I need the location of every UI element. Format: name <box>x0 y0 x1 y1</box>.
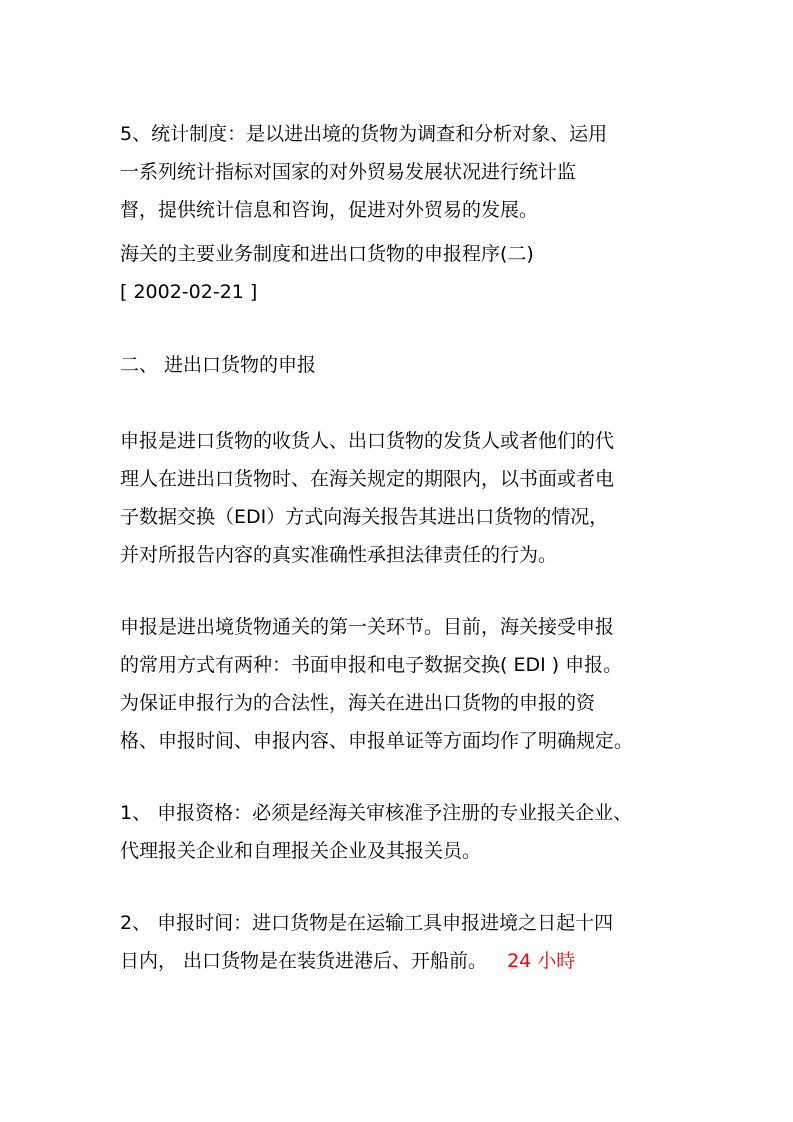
text-line: 1、 申报资格：必须是经海关审核准予注册的专业报关企业、 <box>120 802 633 824</box>
article-title <box>120 235 680 311</box>
paragraph-declaration-definition <box>120 422 680 574</box>
paragraph-declaration-time <box>120 904 680 980</box>
text-line: 理人在进出口货物时、在海关规定的期限内，以书面或者电 <box>120 468 615 490</box>
text-line: 申报是进口货物的收货人、出口货物的发货人或者他们的代 <box>120 430 615 452</box>
date-line: [ 2002-02-21 ] <box>120 281 258 303</box>
text-line: 5、统计制度：是以进出境的货物为调查和分析对象、运用 <box>120 123 608 145</box>
text-line: 2、 申报时间：进口货物是在运输工具申报进境之日起十四 <box>120 912 614 934</box>
text-line: 一系列统计指标对国家的对外贸易发展状况进行统计监 <box>120 161 577 183</box>
text-line: 子数据交换（EDI）方式向海关报告其进出口货物的情况， <box>120 506 609 528</box>
paragraph-statistics-system <box>120 115 680 229</box>
text-line: 为保证申报行为的合法性，海关在进出口货物的申报的资 <box>120 692 596 714</box>
text-line: 代理报关企业和自理报关企业及其报关员。 <box>120 840 482 862</box>
text-line: 的常用方式有两种：书面申报和电子数据交换( EDI ) 申报。 <box>120 654 623 676</box>
text-line: 督，提供统计信息和咨询，促进对外贸易的发展。 <box>120 199 539 221</box>
title-line: 海关的主要业务制度和进出口货物的申报程序(二) <box>120 243 534 265</box>
text-line: 并对所报告内容的真实准确性承担法律责任的行为。 <box>120 544 558 566</box>
text-line: 申报是进出境货物通关的第一关环节。目前，海关接受申报 <box>120 616 615 638</box>
text-line-with-note <box>120 942 680 980</box>
paragraph-declaration-qualification <box>120 794 680 870</box>
heading-line: 二、 进出口货物的申报 <box>120 354 317 376</box>
text-line: 格、申报时间、申报内容、申报单证等方面均作了明确规定。 <box>120 730 634 752</box>
section-heading <box>120 346 680 384</box>
text-segment: 日内， 出口货物是在装货进港后、开船前。 <box>120 950 488 972</box>
red-annotation: 24 小時 <box>507 950 576 972</box>
paragraph-first-step <box>120 608 680 760</box>
